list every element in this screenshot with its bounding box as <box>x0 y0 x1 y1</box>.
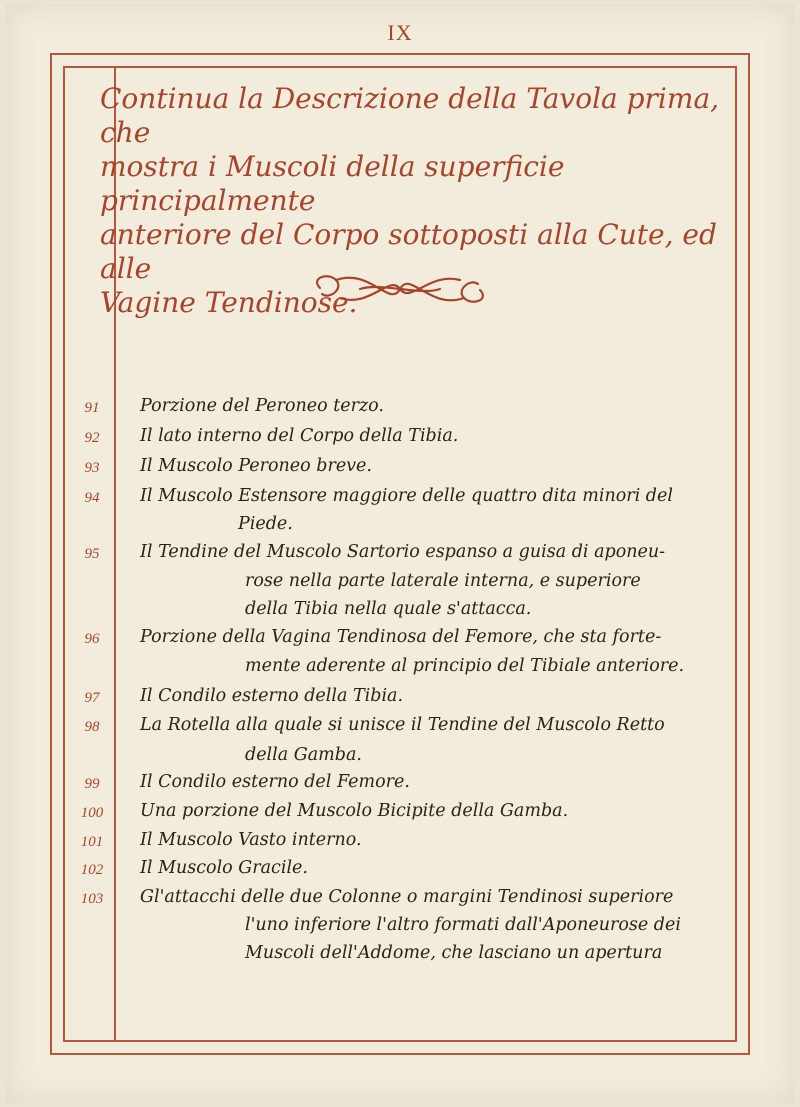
entry-number: 98 <box>84 719 100 735</box>
entry-text-line: Il Condilo esterno della Tibia. <box>140 686 404 706</box>
entry-number: 93 <box>84 460 100 476</box>
entry-number: 101 <box>80 834 104 850</box>
entry-number: 100 <box>80 805 104 821</box>
entry-text-line: Una porzione del Muscolo Bicipite della Gamba. <box>140 801 569 821</box>
entry-text-line: Il Muscolo Vasto interno. <box>140 830 362 850</box>
entry-text-line: Gl'attacchi delle due Colonne o margini Tendinosi superiore <box>140 887 674 907</box>
entry-text-line: Porzione della Vagina Tendinosa del Femore, che sta forte- <box>140 627 662 647</box>
title-line: mostra i Muscoli della superficie principalmente <box>100 150 565 217</box>
entry-text-line: La Rotella alla quale si unisce il Tendine del Muscolo Retto <box>140 715 665 735</box>
entry-text-line: Muscoli dell'Addome, che lasciano un apertura <box>245 943 663 963</box>
entry-text-line: l'uno inferiore l'altro formati dall'Aponeurose dei <box>245 915 681 935</box>
entry-text-line: della Gamba. <box>245 745 362 765</box>
entry-number: 103 <box>80 891 104 907</box>
entry-text-line: Il lato interno del Corpo della Tibia. <box>140 426 459 446</box>
entry-text-line: Il Muscolo Estensore maggiore delle quattro dita minori del <box>140 486 673 506</box>
title-line: Continua la Descrizione della Tavola prima, che <box>100 82 720 149</box>
entry-text-line: Porzione del Peroneo terzo. <box>140 396 384 416</box>
entry-text-line: Piede. <box>238 514 293 534</box>
entry-text-line: della Tibia nella quale s'attacca. <box>245 599 532 619</box>
entry-number: 99 <box>84 776 100 792</box>
flourish-ornament <box>300 264 500 314</box>
entry-number: 91 <box>84 400 100 416</box>
entry-number: 97 <box>84 690 100 706</box>
entry-text-line: rose nella parte laterale interna, e superiore <box>245 571 641 591</box>
title-line: Vagine Tendinose. <box>100 286 358 319</box>
entry-number: 95 <box>84 546 100 562</box>
entry-number: 102 <box>80 862 104 878</box>
entry-text-line: Il Tendine del Muscolo Sartorio espanso a guisa di aponeu- <box>140 542 666 562</box>
entry-number: 92 <box>84 430 100 446</box>
entry-number: 94 <box>84 490 100 506</box>
page-number: IX <box>387 20 413 45</box>
entry-text-line: Il Condilo esterno del Femore. <box>140 772 410 792</box>
entry-text-line: Il Muscolo Peroneo breve. <box>140 456 372 476</box>
entry-text-line: Il Muscolo Gracile. <box>140 858 308 878</box>
entry-number: 96 <box>84 631 100 647</box>
title-line: anteriore del Corpo sottoposti alla Cute, ed alle <box>100 218 717 285</box>
entry-text-line: mente aderente al principio del Tibiale anteriore. <box>245 656 685 676</box>
